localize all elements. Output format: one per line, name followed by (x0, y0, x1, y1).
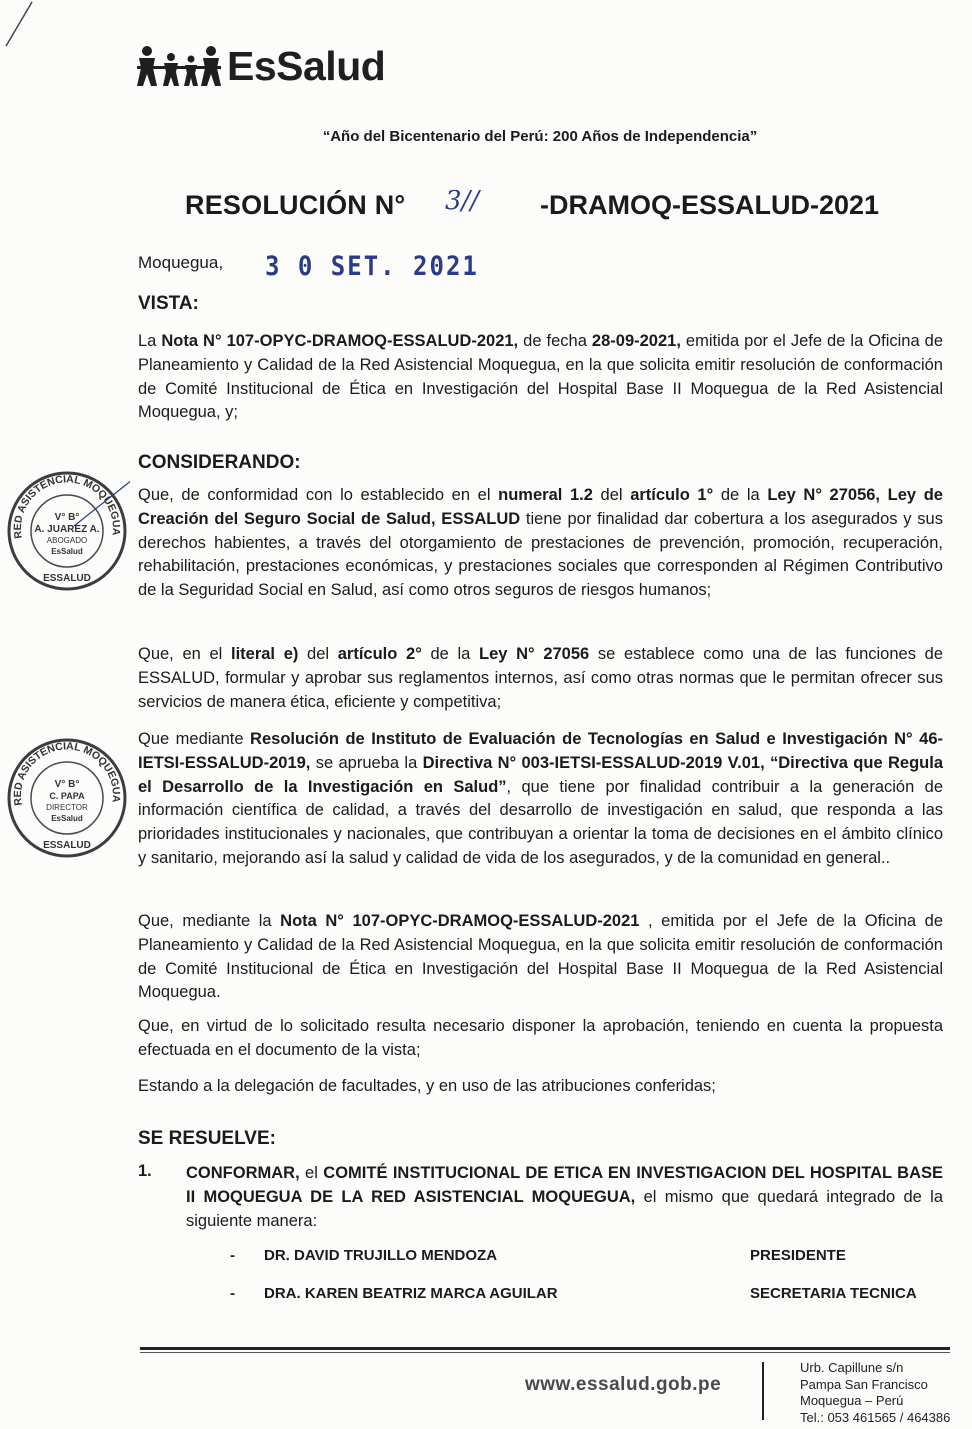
resolution-number: 3// (445, 186, 480, 216)
bold-text-segment: 28-09-2021, (591, 332, 681, 350)
text-segment: La (138, 332, 162, 350)
text-segment: del (298, 645, 338, 663)
year-motto: “Año del Bicentenario del Perú: 200 Años de Independencia” (322, 128, 758, 145)
bold-text-segment: artículo 2° (337, 645, 422, 663)
member-role: SECRETARIA TECNICA (750, 1285, 917, 1302)
essalud-logo (135, 38, 385, 94)
footer-separator (762, 1362, 764, 1420)
considerando-paragraph-6 (138, 1075, 943, 1099)
footer-rule (140, 1347, 950, 1350)
text-segment: , emitida por el Jefe de la Oficina de Planeamiento y Calidad de la Red Asistencial Moquegua, en la que solicita emitir resolución de conformación de Comité Institucional de Ética en Investigación del Hospital Base II Moquegua de la Red Asistencial Moquegua. (138, 912, 944, 1002)
bold-text-segment: numeral 1.2 (498, 486, 593, 504)
member-dash: - (230, 1247, 235, 1264)
footer-address (800, 1360, 950, 1426)
member-row (230, 1285, 558, 1302)
bold-text-segment: Nota N° 107-OPYC-DRAMOQ-ESSALUD-2021, (161, 332, 519, 350)
text-segment: de la (713, 486, 768, 504)
stamp-brand: EsSalud (51, 547, 83, 556)
date-stamp: 3 0 SET. 2021 (265, 250, 479, 282)
text-segment: de la (421, 645, 480, 663)
member-name: DRA. KAREN BEATRIZ MARCA AGUILAR (264, 1285, 558, 1302)
resolution-prefix: RESOLUCIÓN N° (185, 190, 406, 220)
stamp-title: DIRECTOR (46, 803, 88, 812)
text-segment: tiene por finalidad dar cobertura a los asegurados y sus derechos habientes, a través del otorgamiento de prestaciones de prevención, promoción, recuperación, rehabilitación, prestaciones económicas, y prestaciones sociales que corresponden al Régimen Contributivo de la Seguridad Social en Salud, así como otros seguros de riesgos humanos; (138, 509, 943, 600)
text-segment: se establece como una de las funciones de ESSALUD, formular y aprobar sus reglamentos internos, así como otras normas que le permitan ofrecer sus servicios de manera ética, eficiente y competitiva; (138, 645, 943, 711)
lawyer-stamp (4, 468, 130, 594)
footer-address-line: Urb. Capillune s/n (800, 1360, 904, 1375)
stamp-ring-text: RED ASISTENCIAL MOQUEGUA (11, 740, 123, 807)
bold-text-segment: Resolución de Instituto de Evaluación de Tecnologías en Salud e Investigación N° 46-IETSI-ESSALUD-2019, (138, 730, 943, 772)
text-segment: el (299, 1164, 324, 1182)
text-segment: Que, en virtud de lo solicitado resulta necesario disponer la aprobación, teniendo en cuenta la propuesta efectuada en el documento de la vista; (138, 1017, 943, 1059)
considerando-paragraph-4 (138, 910, 943, 1005)
footer-address-line: Moquegua – Perú (800, 1393, 904, 1408)
considerando-paragraph-3 (138, 728, 943, 871)
resuelve-heading: SE RESUELVE: (138, 1128, 276, 1149)
text-segment: emitida por el Jefe de la Oficina de Planeamiento y Calidad de la Red Asistencial Moquegua, en la que solicita emitir resolución de conformación de Comité Institucional de Ética en Investigación del Hospital Base II Moquegua de la Red Asistencial Moquegua, y; (138, 332, 943, 422)
stamp-vb: V° B° (54, 512, 80, 523)
considerando-paragraph-2 (138, 643, 943, 714)
bold-text-segment: COMITÉ INSTITUCIONAL DE ETICA EN INVESTIGACION DEL HOSPITAL BASE II MOQUEGUA DE LA RED ASISTENCIAL MOQUEGUA, (186, 1164, 944, 1206)
stamp-title: ABOGADO (46, 536, 88, 545)
item-body (186, 1162, 943, 1233)
bold-text-segment: Directiva N° 003-IETSI-ESSALUD-2019 V.01, “Directiva que Regula el Desarrollo de la Investigación en Salud” (138, 753, 943, 796)
text-segment: Que mediante (138, 730, 251, 748)
text-segment: se aprueba la (310, 753, 423, 772)
considerando-paragraph-5 (138, 1015, 943, 1063)
footer-address-line: Tel.: 053 461565 / 464386 (800, 1409, 951, 1425)
brand-name: EsSalud (227, 42, 386, 89)
member-role: PRESIDENTE (750, 1247, 846, 1264)
stamp-name: A. JUAREZ A. (34, 524, 100, 535)
vista-heading: VISTA: (138, 293, 199, 314)
bold-text-segment: Nota N° 107-OPYC-DRAMOQ-ESSALUD-2021 (280, 912, 640, 930)
pen-mark (2, 0, 42, 50)
considerando-heading: CONSIDERANDO: (138, 452, 301, 473)
text-segment: el mismo que quedará integrado de la siguiente manera: (186, 1187, 943, 1230)
stamp-name: C. PAPA (49, 791, 85, 801)
stamp-brand: EsSalud (51, 814, 83, 823)
text-segment: , que tiene por finalidad contribuir a la generación de información científica de calidad, a través del desarrollo de investigación en salud, que responda a las prioridades institucionales y nacionales, que contribuyan a orientar la toma de decisiones en el ámbito clínico y sanitario, mejorando así la salud y calidad de vida de los asegurados, y de la comunidad en general.. (138, 777, 943, 867)
considerando-paragraph-1 (138, 484, 943, 603)
stamp-bottom: ESSALUD (43, 573, 91, 584)
member-dash: - (230, 1285, 235, 1302)
text-segment: Que, de conformidad con lo establecido en el (138, 486, 499, 504)
footer-website: www.essalud.gob.pe (525, 1374, 722, 1395)
member-name: DR. DAVID TRUJILLO MENDOZA (264, 1247, 498, 1264)
text-segment: de fecha (518, 332, 592, 350)
resolution-suffix: -DRAMOQ-ESSALUD-2021 (540, 190, 880, 220)
text-segment: Que, en el (138, 645, 231, 663)
footer-rule-thin (140, 1352, 950, 1353)
bold-text-segment: literal e) (231, 645, 299, 663)
stamp-vb: V° B° (54, 779, 80, 790)
stamp-ring-text: RED ASISTENCIAL MOQUEGUA (11, 473, 123, 540)
bold-text-segment: CONFORMAR, (186, 1164, 300, 1182)
footer-address-line: Pampa San Francisco (800, 1376, 928, 1392)
text-segment: Estando a la delegación de facultades, y en uso de las atribuciones conferidas; (138, 1077, 716, 1095)
member-row (230, 1247, 497, 1264)
text-segment: del (592, 486, 631, 504)
vista-paragraph (138, 330, 943, 425)
item-number: 1. (138, 1162, 152, 1180)
bold-text-segment: Ley N° 27056, Ley de Creación del Seguro Social de Salud, ESSALUD (138, 486, 943, 528)
text-segment: Que, mediante la (138, 912, 281, 930)
director-stamp (4, 735, 130, 861)
city: Moquegua, (138, 253, 224, 272)
stamp-bottom: ESSALUD (43, 840, 91, 851)
bold-text-segment: Ley N° 27056 (479, 645, 590, 663)
bold-text-segment: artículo 1° (630, 486, 714, 504)
family-logo-icon (135, 44, 223, 88)
